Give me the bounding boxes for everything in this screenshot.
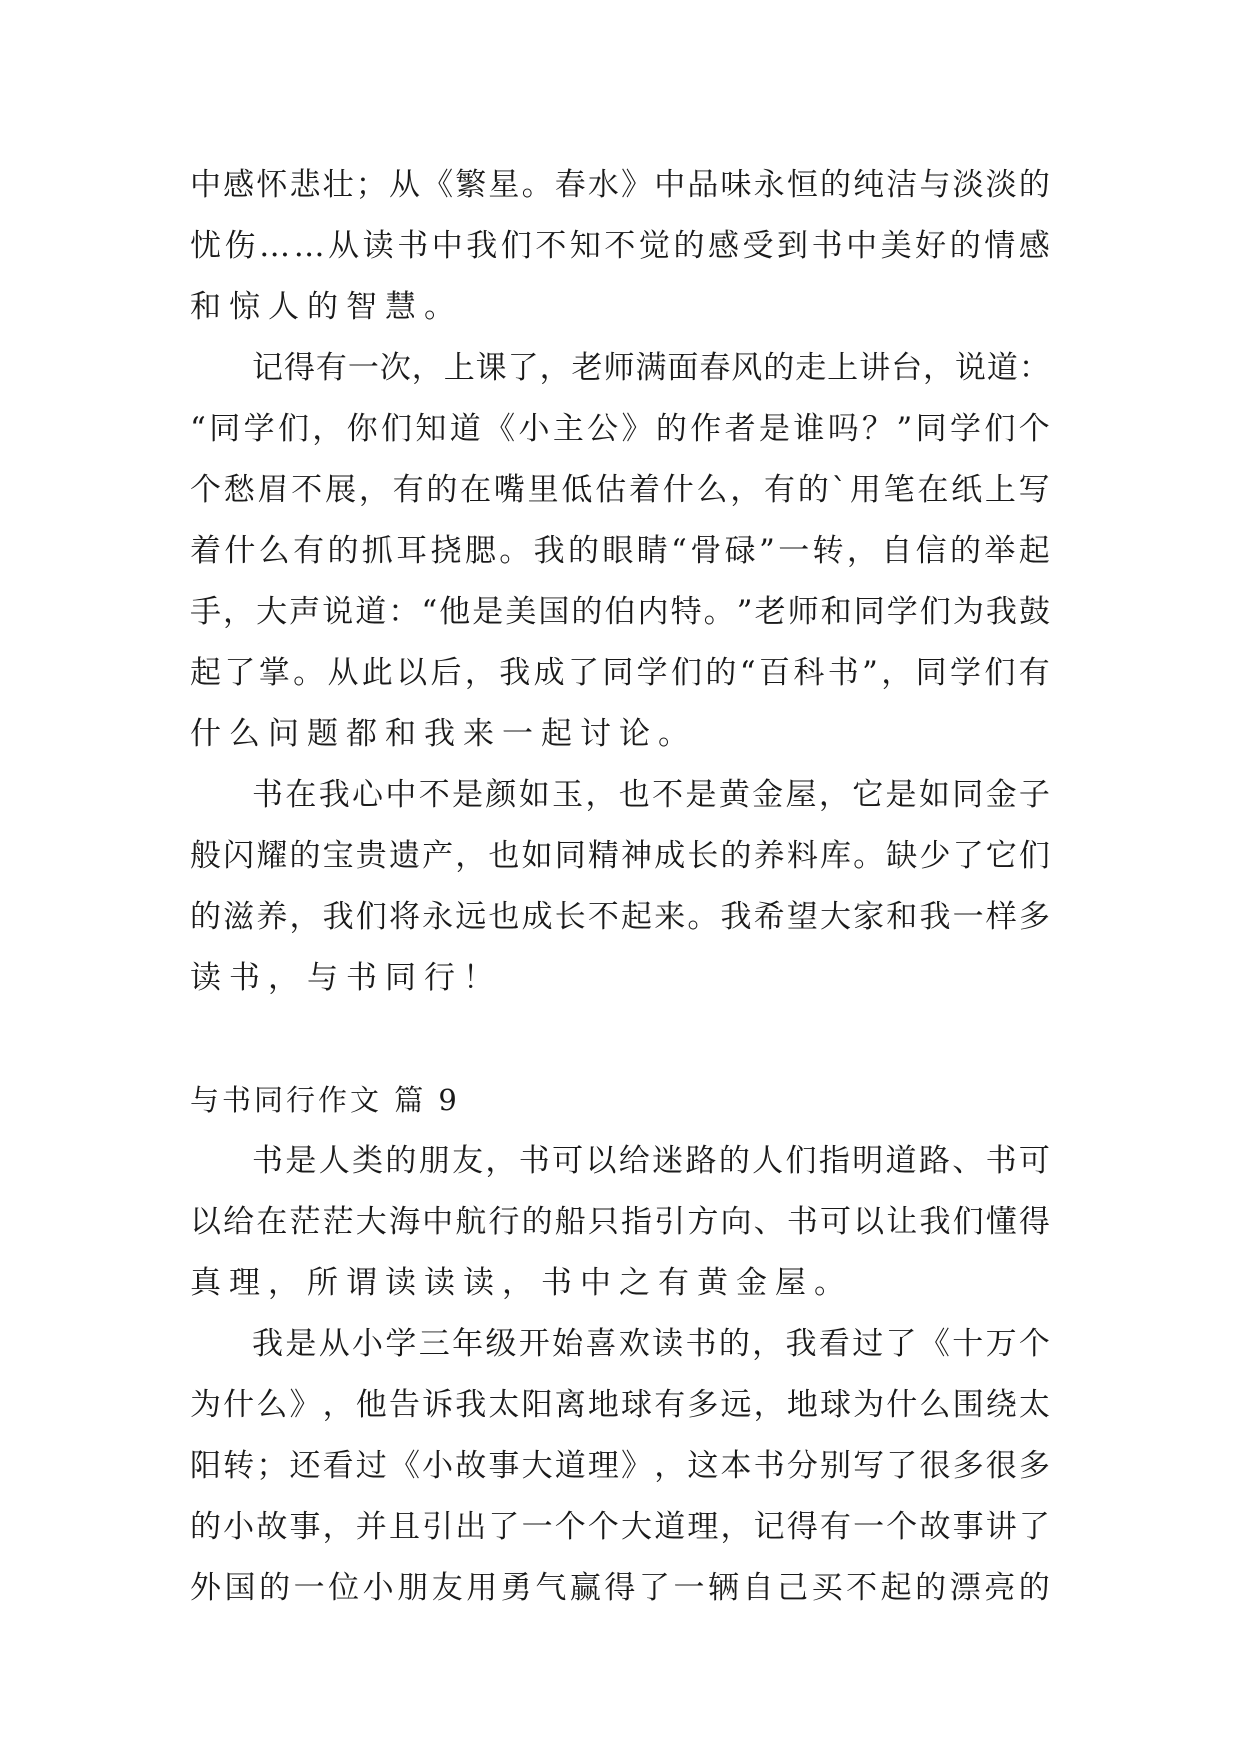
section-gap <box>190 1009 1050 1070</box>
text-line: 忧 伤 … … 从 读 书 中 我 们 不 知 不 觉 的 感 受 到 书 中 美 好 的 情 感 <box>190 228 1050 264</box>
text-line: 书 在 我 心 中 不 是 颜 如 玉 ， 也 不 是 黄 金 屋 ， 它 是 如 同 金 子 <box>252 777 1050 813</box>
paragraph-5 <box>190 1314 1050 1619</box>
text-line: 起 了 掌 。 从 此 以 后 ， 我 成 了 同 学 们 的 “ 百 科 书 ” ， 同 学 们 有 <box>190 655 1050 691</box>
text-line: 般 闪 耀 的 宝 贵 遗 产 ， 也 如 同 精 神 成 长 的 养 料 库 。 缺 少 了 它 们 <box>190 838 1050 874</box>
text-line: 真理，所谓读读读，书中之有黄金屋。 <box>190 1265 853 1301</box>
text-line: 个 愁 眉 不 展 ， 有 的 在 嘴 里 低 估 着 什 么 ， 有 的 ` 用 笔 在 纸 上 写 <box>190 472 1050 508</box>
text-line: 的 滋 养 ， 我 们 将 永 远 也 成 长 不 起 来 。 我 希 望 大 家 和 我 一 样 多 <box>190 899 1050 935</box>
paragraph-3 <box>190 765 1050 1009</box>
text-line: 什么问题都和我来一起讨论。 <box>190 716 697 752</box>
text-line: 阳 转 ； 还 看 过 《 小 故 事 大 道 理 》 ， 这 本 书 分 别 写 了 很 多 很 多 <box>190 1448 1050 1484</box>
paragraph-4 <box>190 1131 1050 1314</box>
text-line: 的 小 故 事 ， 并 且 引 出 了 一 个 个 大 道 理 ， 记 得 有 一 个 故 事 讲 了 <box>190 1509 1050 1545</box>
document-body <box>190 155 1050 1619</box>
text-line: 我 是 从 小 学 三 年 级 开 始 喜 欢 读 书 的 ， 我 看 过 了 《 十 万 个 <box>252 1326 1050 1362</box>
text-line: 和惊人的智慧。 <box>190 289 463 325</box>
text-line: 着 什 么 有 的 抓 耳 挠 腮 。 我 的 眼 睛 “ 骨 碌 ” 一 转 ， 自 信 的 举 起 <box>190 533 1050 569</box>
text-line: 手 ， 大 声 说 道 ： “ 他 是 美 国 的 伯 内 特 。 ” 老 师 和 同 学 们 为 我 鼓 <box>190 594 1050 630</box>
paragraph-2 <box>190 338 1050 765</box>
paragraph-1 <box>190 155 1050 338</box>
text-line: “ 同 学 们 ， 你 们 知 道 《 小 主 公 》 的 作 者 是 谁 吗 ？ ” 同 学 们 个 <box>190 411 1050 447</box>
section-title: 与书同行作文 篇 9 <box>190 1083 460 1117</box>
text-line: 读书，与书同行！ <box>190 960 502 996</box>
text-line: 中 感 怀 悲 壮 ； 从 《 繁 星 。 春 水 》 中 品 味 永 恒 的 纯 洁 与 淡 淡 的 <box>190 167 1050 203</box>
text-line: 外 国 的 一 位 小 朋 友 用 勇 气 赢 得 了 一 辆 自 己 买 不 起 的 漂 亮 的 <box>190 1570 1050 1606</box>
text-line: 为 什 么 》 ， 他 告 诉 我 太 阳 离 地 球 有 多 远 ， 地 球 为 什 么 围 绕 太 <box>190 1387 1050 1423</box>
text-line: 记 得 有 一 次 ， 上 课 了 ， 老 师 满 面 春 风 的 走 上 讲 台 ， 说 道 ： <box>252 350 1050 386</box>
text-line: 以 给 在 茫 茫 大 海 中 航 行 的 船 只 指 引 方 向 、 书 可 以 让 我 们 懂 得 <box>190 1204 1050 1240</box>
text-line: 书 是 人 类 的 朋 友 ， 书 可 以 给 迷 路 的 人 们 指 明 道 路 、 书 可 <box>252 1143 1050 1179</box>
